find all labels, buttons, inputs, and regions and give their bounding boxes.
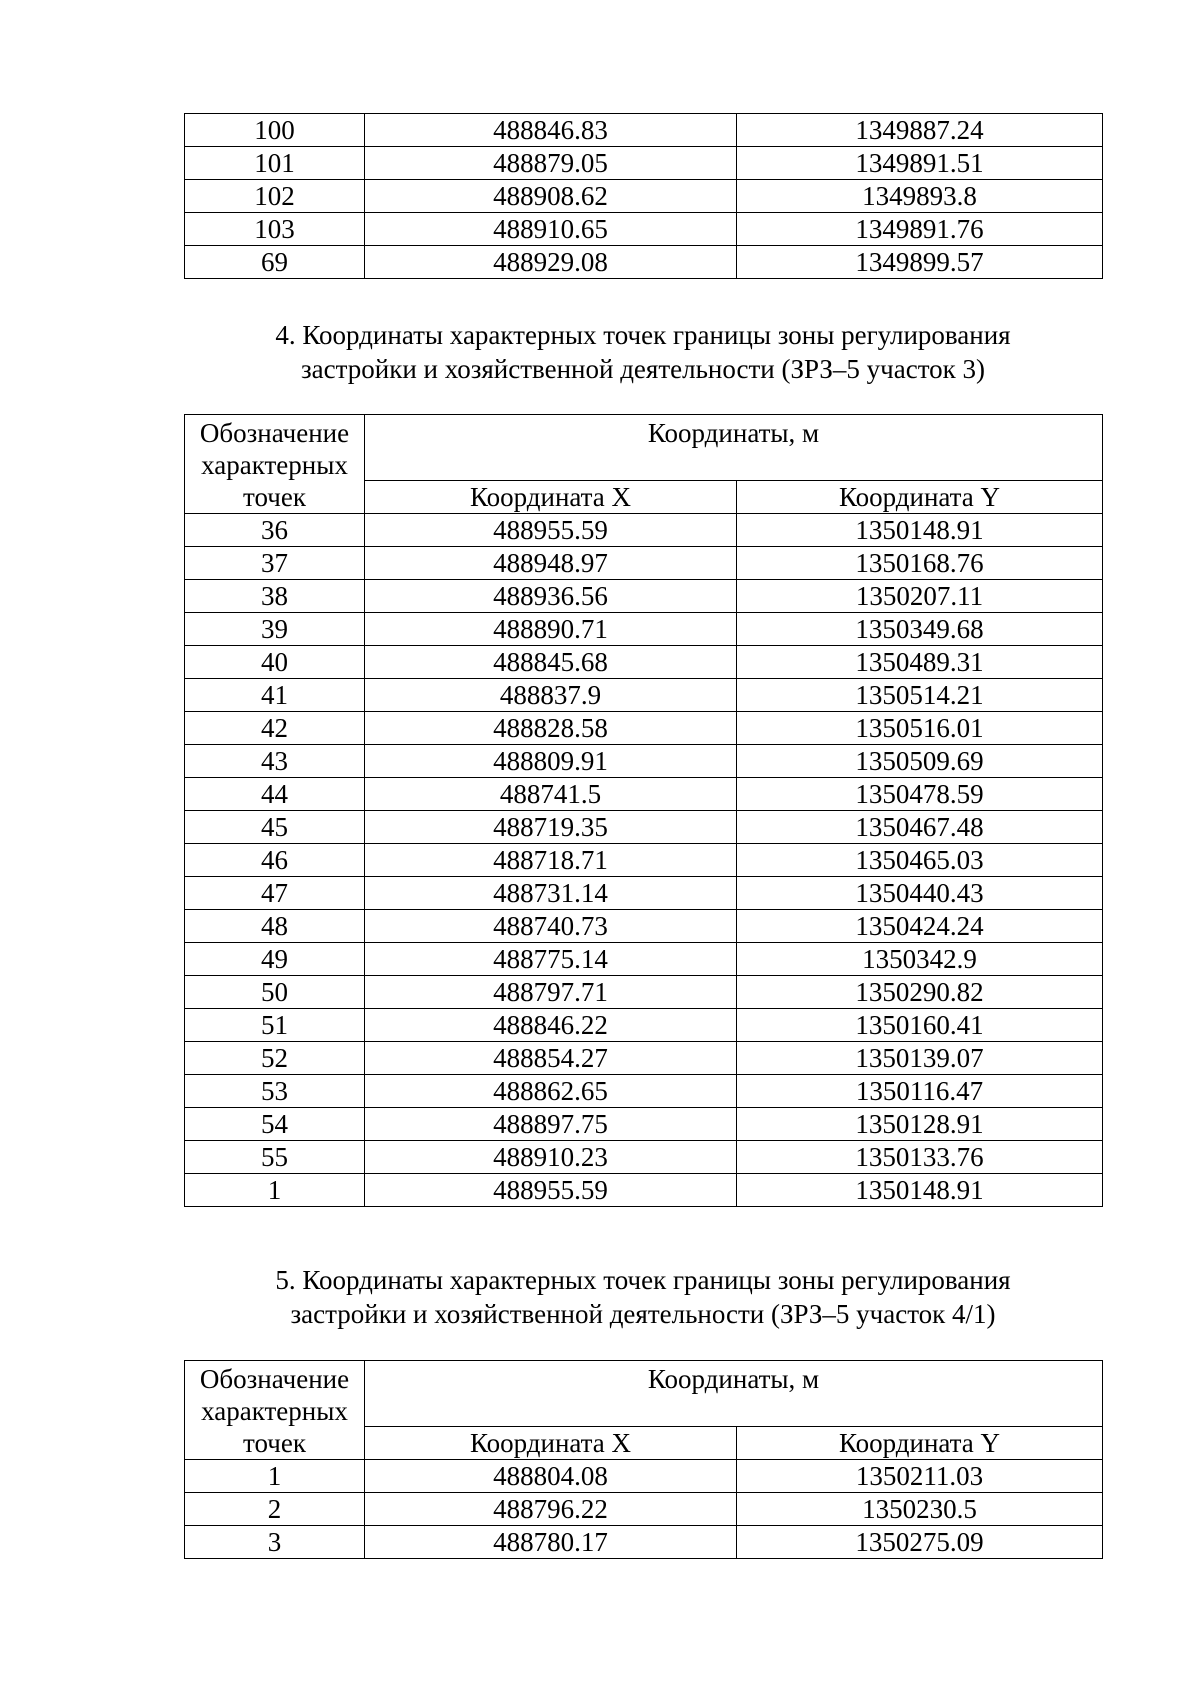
point-designation-cell: 102 <box>185 180 365 213</box>
point-designation-cell: 48 <box>185 910 365 943</box>
coordinate-x-header: Координата X <box>365 480 737 513</box>
coordinate-y-cell: 1350168.76 <box>737 547 1103 580</box>
table-row <box>185 1526 1103 1559</box>
designation-header: Обозначение характерных точек <box>185 415 365 514</box>
coordinate-y-cell: 1350148.91 <box>737 1174 1103 1207</box>
section4-table-body <box>185 514 1103 1207</box>
point-designation-cell: 52 <box>185 1042 365 1075</box>
coordinate-x-cell: 488719.35 <box>365 811 737 844</box>
table-row <box>185 877 1103 910</box>
designation-header: Обозначение характерных точек <box>185 1361 365 1460</box>
coordinate-y-cell: 1350211.03 <box>737 1460 1103 1493</box>
table-row <box>185 745 1103 778</box>
coordinate-y-cell: 1350509.69 <box>737 745 1103 778</box>
table-row <box>185 712 1103 745</box>
coordinate-x-cell: 488890.71 <box>365 613 737 646</box>
table-row <box>185 1174 1103 1207</box>
coordinate-x-header: Координата X <box>365 1426 737 1459</box>
coordinate-x-cell: 488879.05 <box>365 147 737 180</box>
top-coordinates-table <box>184 113 1103 279</box>
section4-title <box>184 318 1102 386</box>
table-row <box>185 613 1103 646</box>
table-row <box>185 180 1103 213</box>
coordinate-x-cell: 488797.71 <box>365 976 737 1009</box>
coordinate-y-cell: 1350133.76 <box>737 1141 1103 1174</box>
point-designation-cell: 101 <box>185 147 365 180</box>
point-designation-cell: 41 <box>185 679 365 712</box>
table-row <box>185 778 1103 811</box>
table-row <box>185 1493 1103 1526</box>
coordinate-y-cell: 1350128.91 <box>737 1108 1103 1141</box>
coordinate-y-cell: 1349891.76 <box>737 213 1103 246</box>
coordinate-x-cell: 488936.56 <box>365 580 737 613</box>
table-row <box>185 910 1103 943</box>
coordinate-y-cell: 1350349.68 <box>737 613 1103 646</box>
table-row <box>185 213 1103 246</box>
coordinate-y-cell: 1350478.59 <box>737 778 1103 811</box>
coordinate-x-cell: 488837.9 <box>365 679 737 712</box>
coordinate-y-cell: 1350467.48 <box>737 811 1103 844</box>
coordinate-x-cell: 488775.14 <box>365 943 737 976</box>
table-row <box>185 246 1103 279</box>
coordinate-y-cell: 1350160.41 <box>737 1009 1103 1042</box>
coordinate-x-cell: 488846.83 <box>365 114 737 147</box>
table-row <box>185 547 1103 580</box>
coordinate-x-cell: 488910.65 <box>365 213 737 246</box>
point-designation-cell: 3 <box>185 1526 365 1559</box>
coordinate-y-cell: 1350516.01 <box>737 712 1103 745</box>
coordinate-x-cell: 488854.27 <box>365 1042 737 1075</box>
section5-table-body <box>185 1460 1103 1559</box>
section5-title-line1: 5. Координаты характерных точек границы зоны регулирования <box>275 1265 1011 1295</box>
coordinate-x-cell: 488897.75 <box>365 1108 737 1141</box>
coordinate-y-cell: 1350275.09 <box>737 1526 1103 1559</box>
point-designation-cell: 53 <box>185 1075 365 1108</box>
coordinate-y-cell: 1350207.11 <box>737 580 1103 613</box>
table-row <box>185 679 1103 712</box>
coordinate-x-cell: 488804.08 <box>365 1460 737 1493</box>
table-row <box>185 976 1103 1009</box>
point-designation-cell: 69 <box>185 246 365 279</box>
table-row <box>185 580 1103 613</box>
point-designation-cell: 43 <box>185 745 365 778</box>
coordinate-x-cell: 488741.5 <box>365 778 737 811</box>
coordinate-x-cell: 488828.58 <box>365 712 737 745</box>
table-row <box>185 1042 1103 1075</box>
coordinates-header: Координаты, м <box>365 1361 1103 1427</box>
table-row <box>185 147 1103 180</box>
point-designation-cell: 50 <box>185 976 365 1009</box>
section5-title <box>184 1263 1102 1331</box>
coordinate-y-cell: 1350440.43 <box>737 877 1103 910</box>
header-row <box>185 1361 1103 1427</box>
point-designation-cell: 46 <box>185 844 365 877</box>
coordinate-x-cell: 488740.73 <box>365 910 737 943</box>
coordinate-y-cell: 1350230.5 <box>737 1493 1103 1526</box>
point-designation-cell: 1 <box>185 1174 365 1207</box>
coordinate-x-cell: 488718.71 <box>365 844 737 877</box>
table-row <box>185 1141 1103 1174</box>
coordinate-y-cell: 1349891.51 <box>737 147 1103 180</box>
point-designation-cell: 47 <box>185 877 365 910</box>
coordinate-x-cell: 488809.91 <box>365 745 737 778</box>
table-row <box>185 811 1103 844</box>
coordinate-x-cell: 488796.22 <box>365 1493 737 1526</box>
coordinate-y-cell: 1350116.47 <box>737 1075 1103 1108</box>
table-row <box>185 1460 1103 1493</box>
point-designation-cell: 45 <box>185 811 365 844</box>
header-row <box>185 415 1103 481</box>
coordinate-x-cell: 488862.65 <box>365 1075 737 1108</box>
coordinate-y-cell: 1350290.82 <box>737 976 1103 1009</box>
table-row <box>185 646 1103 679</box>
table-row <box>185 1009 1103 1042</box>
section4-title-line1: 4. Координаты характерных точек границы зоны регулирования <box>275 320 1011 350</box>
coordinate-y-cell: 1350148.91 <box>737 514 1103 547</box>
coordinate-x-cell: 488955.59 <box>365 514 737 547</box>
coordinate-y-header: Координата Y <box>737 1426 1103 1459</box>
point-designation-cell: 42 <box>185 712 365 745</box>
table-row <box>185 514 1103 547</box>
coordinate-x-cell: 488948.97 <box>365 547 737 580</box>
point-designation-cell: 40 <box>185 646 365 679</box>
coordinate-x-cell: 488910.23 <box>365 1141 737 1174</box>
section5-coordinates-table <box>184 1360 1103 1559</box>
coordinate-y-cell: 1350139.07 <box>737 1042 1103 1075</box>
coordinate-x-cell: 488846.22 <box>365 1009 737 1042</box>
coordinate-y-cell: 1349899.57 <box>737 246 1103 279</box>
point-designation-cell: 39 <box>185 613 365 646</box>
coordinate-x-cell: 488780.17 <box>365 1526 737 1559</box>
point-designation-cell: 51 <box>185 1009 365 1042</box>
table-row <box>185 114 1103 147</box>
section5-title-line2: застройки и хозяйственной деятельности (ЗРЗ–5 участок 4/1) <box>290 1299 996 1329</box>
point-designation-cell: 1 <box>185 1460 365 1493</box>
table-row <box>185 844 1103 877</box>
point-designation-cell: 44 <box>185 778 365 811</box>
point-designation-cell: 54 <box>185 1108 365 1141</box>
coordinate-x-cell: 488845.68 <box>365 646 737 679</box>
table-row <box>185 1108 1103 1141</box>
coordinate-y-cell: 1350465.03 <box>737 844 1103 877</box>
point-designation-cell: 55 <box>185 1141 365 1174</box>
point-designation-cell: 49 <box>185 943 365 976</box>
coordinate-y-header: Координата Y <box>737 480 1103 513</box>
point-designation-cell: 103 <box>185 213 365 246</box>
table-row <box>185 943 1103 976</box>
point-designation-cell: 37 <box>185 547 365 580</box>
coordinate-y-cell: 1349893.8 <box>737 180 1103 213</box>
point-designation-cell: 100 <box>185 114 365 147</box>
coordinate-y-cell: 1349887.24 <box>737 114 1103 147</box>
coordinate-y-cell: 1350342.9 <box>737 943 1103 976</box>
coordinate-y-cell: 1350514.21 <box>737 679 1103 712</box>
point-designation-cell: 36 <box>185 514 365 547</box>
coordinate-x-cell: 488929.08 <box>365 246 737 279</box>
coordinate-y-cell: 1350489.31 <box>737 646 1103 679</box>
top-table-body <box>185 114 1103 279</box>
table-row <box>185 1075 1103 1108</box>
coordinates-header: Координаты, м <box>365 415 1103 481</box>
coordinate-x-cell: 488955.59 <box>365 1174 737 1207</box>
section4-coordinates-table <box>184 414 1103 1207</box>
coordinate-x-cell: 488908.62 <box>365 180 737 213</box>
point-designation-cell: 38 <box>185 580 365 613</box>
coordinate-x-cell: 488731.14 <box>365 877 737 910</box>
section4-title-line2: застройки и хозяйственной деятельности (ЗРЗ–5 участок 3) <box>301 354 985 384</box>
point-designation-cell: 2 <box>185 1493 365 1526</box>
coordinate-y-cell: 1350424.24 <box>737 910 1103 943</box>
